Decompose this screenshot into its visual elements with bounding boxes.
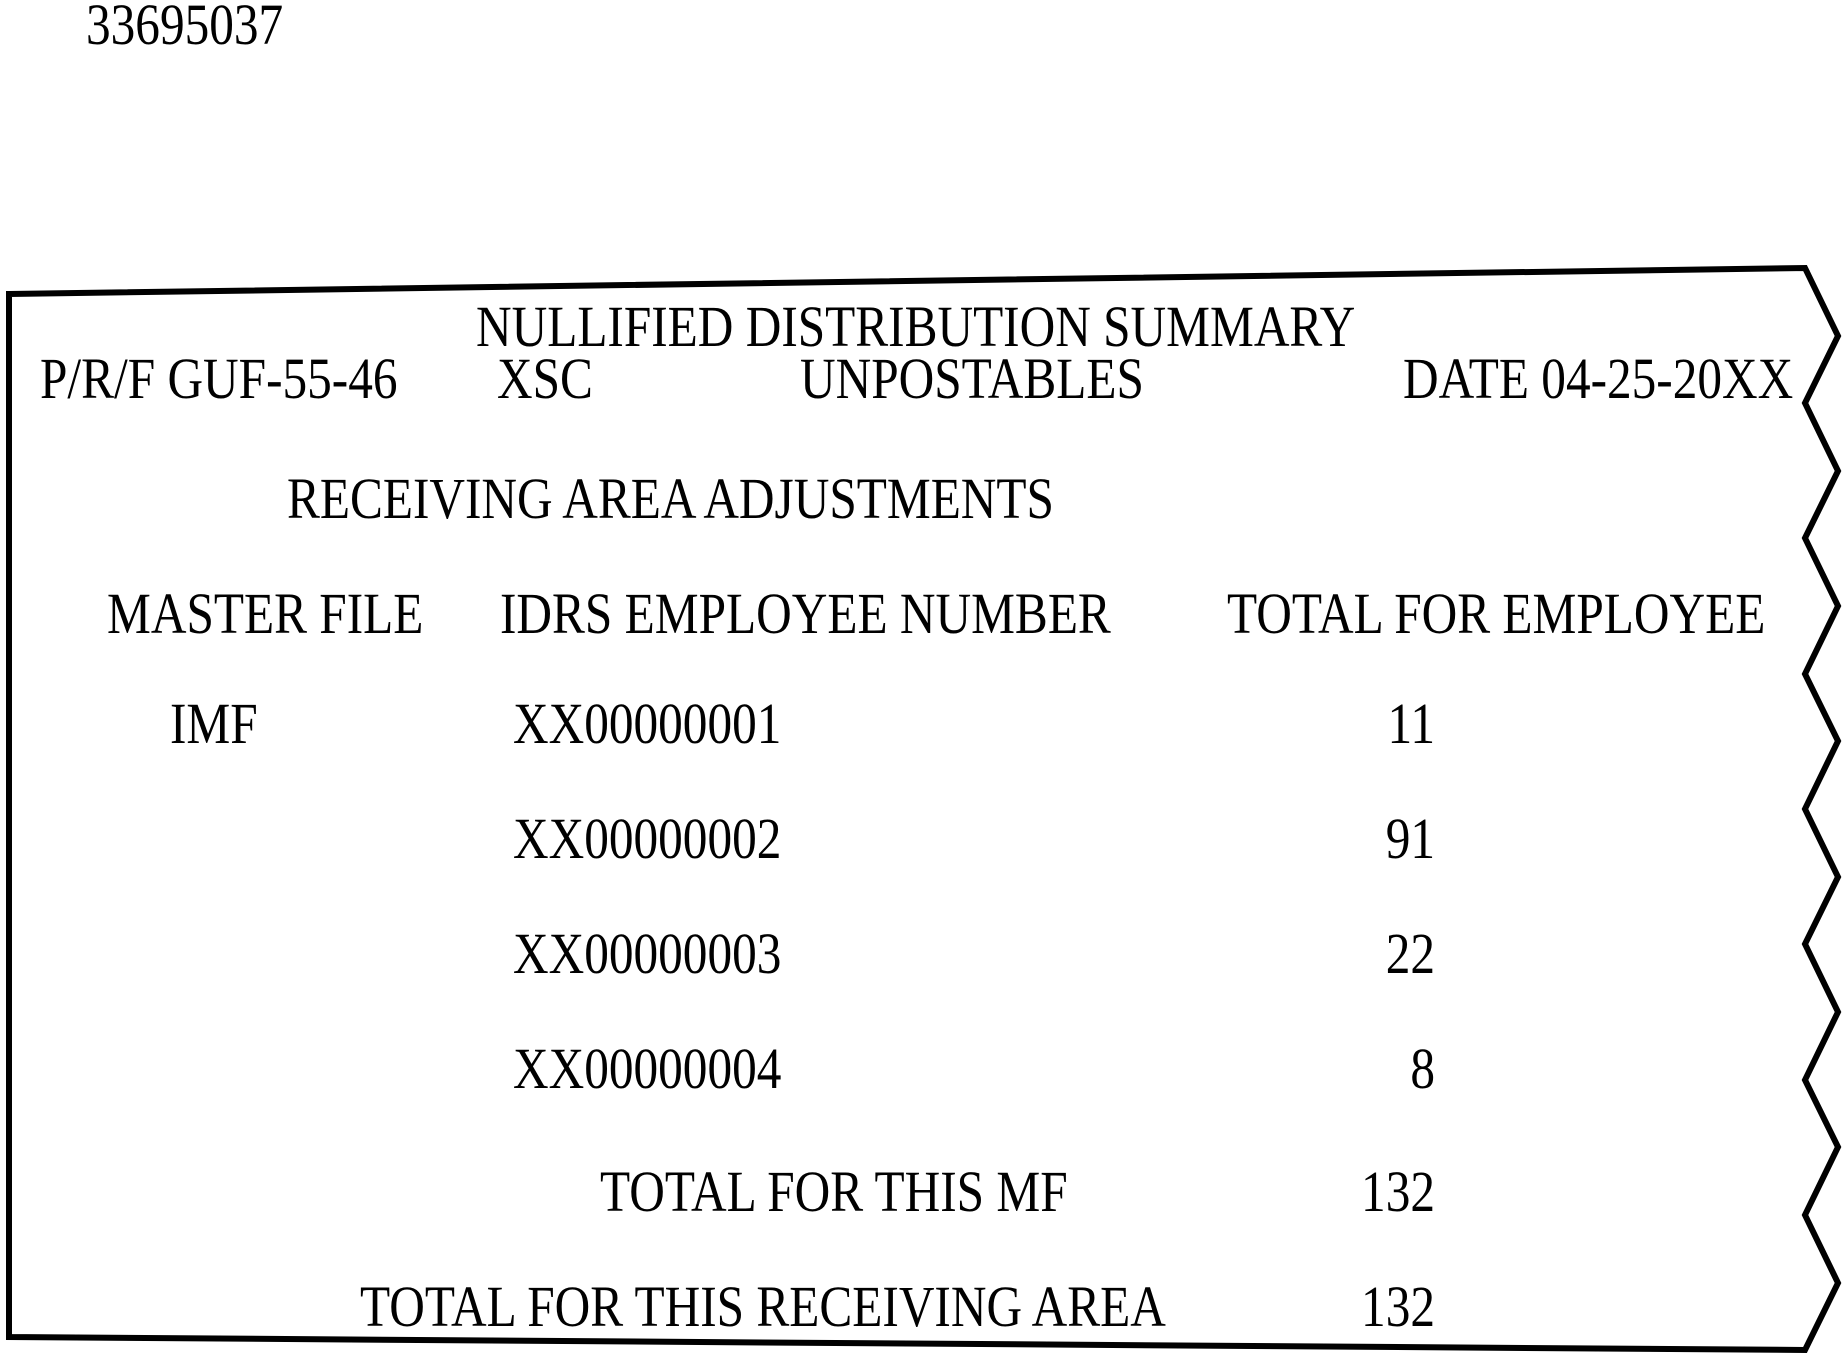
employee-number-cell: XX00000003 [513, 921, 782, 986]
section-heading: RECEIVING AREA ADJUSTMENTS [287, 466, 1054, 531]
column-header-employee-number: IDRS EMPLOYEE NUMBER [500, 581, 1111, 646]
report-date: DATE 04-25-20XX [1403, 346, 1794, 411]
employee-number-cell: XX00000001 [513, 691, 782, 756]
master-file-cell: IMF [170, 691, 258, 756]
employee-total-cell: 8 [1410, 1036, 1435, 1101]
report-title: NULLIFIED DISTRIBUTION SUMMARY [476, 294, 1356, 359]
report-site-code: XSC [497, 346, 593, 411]
employee-total-cell: 22 [1385, 921, 1435, 986]
employee-number-cell: XX00000004 [513, 1036, 782, 1101]
column-header-total: TOTAL FOR EMPLOYEE [1227, 581, 1766, 646]
employee-total-cell: 11 [1387, 691, 1435, 756]
mf-total-value: 132 [1361, 1159, 1435, 1224]
report-category: UNPOSTABLES [800, 346, 1144, 411]
employee-number-cell: XX00000002 [513, 806, 782, 871]
column-header-master-file: MASTER FILE [107, 581, 424, 646]
employee-total-cell: 91 [1385, 806, 1435, 871]
mf-total-label: TOTAL FOR THIS MF [600, 1159, 1068, 1224]
area-total-value: 132 [1361, 1274, 1435, 1339]
report-prf-code: P/R/F GUF-55-46 [40, 346, 398, 411]
area-total-label: TOTAL FOR THIS RECEIVING AREA [360, 1274, 1166, 1339]
document-number: 33695037 [86, 0, 284, 57]
